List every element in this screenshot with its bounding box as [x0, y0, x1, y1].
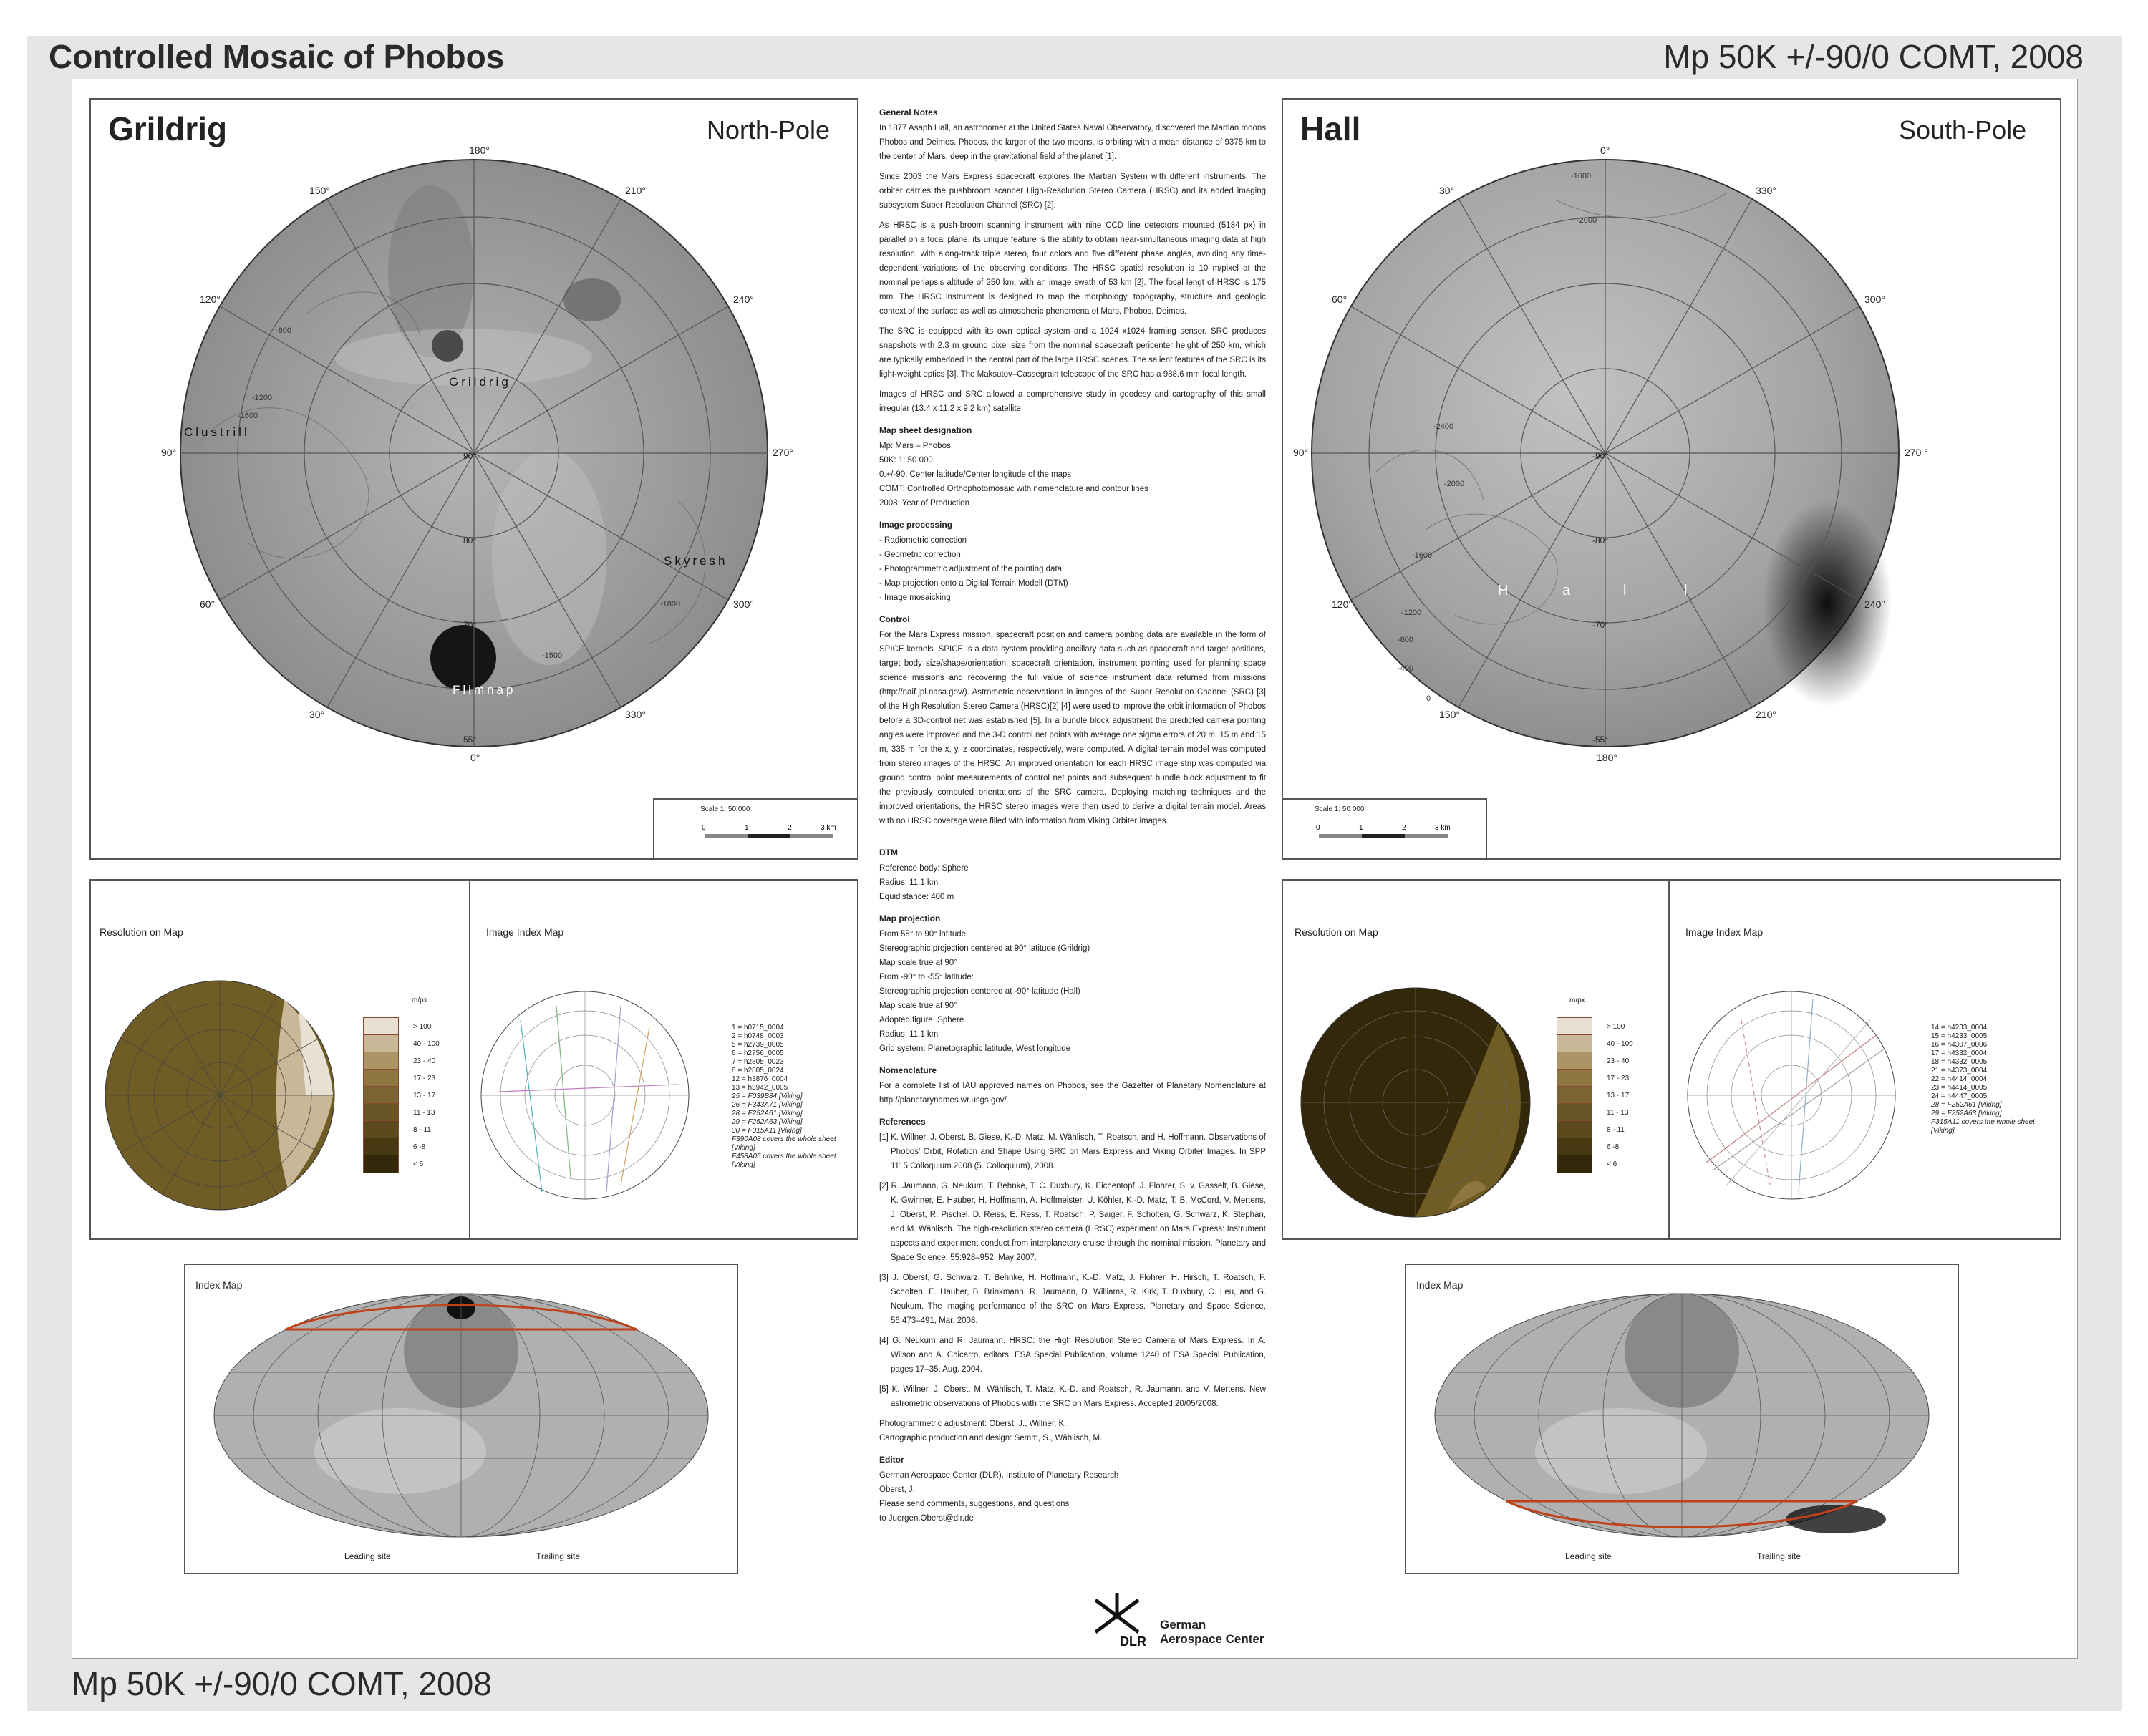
- south-map-pole: South-Pole: [1899, 115, 2027, 145]
- image-index-title: Image Index Map: [486, 926, 564, 938]
- south-scale-bar: [1312, 821, 1455, 850]
- north-lon-label: 180°: [469, 145, 490, 156]
- south-lat-label: -55°: [1592, 734, 1609, 745]
- contour-label: -800: [276, 326, 292, 335]
- feature-label-hall-letter: a: [1562, 583, 1571, 598]
- contour-label: -1800: [660, 600, 681, 608]
- resolution-legend-row: [363, 1035, 440, 1052]
- trailing-site-label: Trailing site: [536, 1551, 580, 1561]
- image-index-entry: 8 = h2805_0024: [732, 1067, 784, 1075]
- general-notes-paragraph: Since 2003 the Mars Express spacecraft explores the Martian System with different instruments. The orbiter carries the pushbroom scanner High-Resolution Stereo Camera (HRSC) and its added imaging subsystem Super Resolution Channel (SRC) [2].: [879, 173, 1266, 210]
- contour-label: -2000: [1577, 216, 1597, 225]
- processing-line: - Image mosaicking: [879, 593, 951, 602]
- north-polar-map: [91, 100, 857, 858]
- resolution-swatch: [1557, 1017, 1592, 1036]
- resolution-legend-row: [363, 1121, 440, 1138]
- resolution-legend-row: [1557, 1018, 1633, 1035]
- processing-line: - Map projection onto a Digital Terrain Modell (DTM): [879, 579, 1068, 588]
- resolution-legend-row: [1557, 1035, 1633, 1052]
- north-resolution-panel: [90, 879, 472, 1240]
- image-index-entry: 18 = h4332_0005: [1931, 1058, 1988, 1066]
- south-image-index-map: [1684, 977, 1899, 1221]
- processing-line: - Geometric correction: [879, 551, 961, 559]
- north-scale-tick: 3 km: [821, 824, 836, 832]
- contour-label: 0: [1426, 694, 1431, 703]
- resolution-swatch: [363, 1086, 399, 1105]
- image-index-entry: 30 = F315A11 [Viking]: [732, 1127, 802, 1135]
- image-index-entry: 13 = h3942_0005: [732, 1084, 788, 1092]
- north-scale-tick: 2: [788, 824, 792, 832]
- north-lon-label: 240°: [733, 294, 754, 305]
- contour-label: -1200: [1401, 608, 1422, 617]
- north-lat-label: 55°: [463, 734, 477, 745]
- image-index-entry: 16 = h4307_0006: [1931, 1041, 1988, 1049]
- resolution-legend-row: [1557, 1052, 1633, 1070]
- contour-label: -800: [1398, 636, 1414, 644]
- resolution-class-label: 11 - 13: [413, 1108, 435, 1117]
- credits-line: Photogrammetric adjustment: Oberst, J., Willner, K.: [879, 1420, 1067, 1428]
- resolution-swatch: [1557, 1120, 1592, 1139]
- resolution-class-label: 8 - 11: [1607, 1125, 1625, 1134]
- resolution-legend-row: [363, 1138, 440, 1155]
- projection-line: Map scale true at 90°: [879, 1002, 957, 1010]
- nomenclature-paragraph: For a complete list of IAU approved names on Phobos, see the Gazetter of Planetary Nomenclature at http://planetarynames.wr.usgs.gov/.: [879, 1082, 1266, 1105]
- resolution-swatch: [1557, 1034, 1592, 1053]
- north-lon-label: 90°: [161, 447, 177, 458]
- contour-label: -400: [1398, 664, 1414, 673]
- south-pole-panel: [1282, 98, 2061, 860]
- image-index-title: Image Index Map: [1685, 926, 1764, 938]
- image-index-entry: 14 = h4233_0004: [1931, 1024, 1988, 1032]
- south-lon-label: 240°: [1864, 598, 1885, 610]
- editor-line: Oberst, J.: [879, 1485, 915, 1494]
- editor-line: Please send comments, suggestions, and questions: [879, 1500, 1070, 1508]
- dtm-line: Radius: 11.1 km: [879, 878, 939, 887]
- south-lat-label: -80°: [1592, 535, 1609, 545]
- designation-line: 2008: Year of Production: [879, 499, 969, 508]
- north-scale-box: [653, 798, 858, 860]
- image-index-entry: 28 = F252A61 [Viking]: [1931, 1101, 2002, 1109]
- editor-heading: Editor: [879, 1455, 904, 1465]
- dlr-name-line: German: [1160, 1618, 1206, 1631]
- north-lon-label: 150°: [309, 185, 330, 196]
- dlr-logo-text: DLR: [1120, 1634, 1146, 1649]
- resolution-class-label: 23 - 40: [1607, 1057, 1630, 1065]
- south-lon-label: 210°: [1756, 709, 1776, 720]
- south-lon-label: 150°: [1439, 709, 1460, 720]
- north-lon-label: 270°: [773, 447, 793, 458]
- resolution-class-label: 40 - 100: [1607, 1039, 1633, 1048]
- processing-line: - Radiometric correction: [879, 536, 967, 545]
- south-scale-tick: 1: [1359, 824, 1363, 832]
- notes-column: [879, 98, 1266, 1526]
- resolution-class-label: 6 -8: [1607, 1143, 1620, 1151]
- index-map-title: Index Map: [1416, 1279, 1464, 1291]
- image-index-entry: 23 = h4414_0005: [1931, 1084, 1988, 1092]
- designation-heading: Map sheet designation: [879, 425, 972, 435]
- image-index-entry: 6 = h2756_0005: [732, 1049, 784, 1057]
- resolution-swatch: [363, 1120, 399, 1139]
- image-index-entry: 26 = F343A71 [Viking]: [732, 1101, 803, 1109]
- resolution-legend: [1557, 1018, 1633, 1173]
- leading-site-label: Leading site: [1565, 1551, 1612, 1561]
- projection-line: Adopted figure: Sphere: [879, 1016, 964, 1024]
- south-lon-label: 30°: [1439, 185, 1455, 196]
- resolution-class-label: < 6: [413, 1160, 424, 1168]
- resolution-swatch: [1557, 1086, 1592, 1105]
- general-notes-paragraph: In 1877 Asaph Hall, an astronomer at the United States Naval Observatory, discovered the Martian moons Phobos and Deimos. Phobos, the larger of the two moons, is orbiting with a mean distance of 9375 km to the center of Mars, deep in the gravitational field of the planet [1].: [879, 124, 1266, 161]
- south-resolution-panel: [1282, 879, 1671, 1240]
- south-lon-label: 90°: [1293, 447, 1309, 458]
- contour-label: -2400: [1433, 422, 1454, 431]
- south-scale-title: Scale 1: 50 000: [1315, 805, 1365, 813]
- north-lon-label: 300°: [733, 598, 754, 610]
- resolution-swatch: [363, 1138, 399, 1156]
- feature-label-clustrill: Clustrill: [184, 425, 250, 439]
- contour-label: -2000: [1444, 480, 1465, 488]
- north-lat-label: 80°: [463, 535, 477, 545]
- general-notes-paragraph: Images of HRSC and SRC allowed a comprehensive study in geodesy and cartography of this small irregular (13.4 x 11.2 x 9.2 km) satellite.: [879, 390, 1266, 413]
- resolution-class-label: 13 - 17: [413, 1091, 436, 1100]
- image-index-entry: 29 = F252A63 [Viking]: [732, 1118, 803, 1126]
- resolution-class-label: 6 -8: [413, 1143, 426, 1151]
- sheet-code: Mp 50K +/-90/0 COMT, 2008: [1663, 38, 2084, 75]
- projection-line: Stereographic projection centered at -90° latitude (Hall): [879, 987, 1080, 996]
- image-index-entry: 24 = h4447_0005: [1931, 1092, 1988, 1100]
- credits-line: Cartographic production and design: Semm, S., Wählisch, M.: [879, 1434, 1103, 1442]
- poster-title: Controlled Mosaic of Phobos: [49, 38, 505, 75]
- feature-label-grildrig: Grildrig: [449, 375, 511, 389]
- processing-list: [879, 533, 1266, 605]
- resolution-class-label: < 6: [1607, 1160, 1617, 1168]
- resolution-legend-row: [363, 1070, 440, 1087]
- south-lon-label: 60°: [1332, 294, 1348, 305]
- south-map-name: Hall: [1300, 110, 1361, 147]
- south-image-index-list: [1931, 1024, 2060, 1135]
- image-index-entry: 21 = h4373_0004: [1931, 1067, 1988, 1075]
- north-pole-panel: [90, 98, 858, 860]
- resolution-legend-row: [1557, 1155, 1633, 1173]
- south-lon-label: 120°: [1332, 598, 1353, 610]
- image-index-entry: 1 = h0715_0004: [732, 1024, 784, 1032]
- general-notes-heading: General Notes: [879, 107, 938, 117]
- resolution-swatch: [363, 1034, 399, 1053]
- resolution-swatch: [363, 1052, 399, 1070]
- south-scale-tick: 3 km: [1435, 824, 1451, 832]
- image-index-entry: F315A11 covers the whole sheet [Viking]: [1931, 1118, 2035, 1135]
- feature-label-skyresh: Skyresh: [664, 554, 728, 568]
- north-lon-label: 210°: [625, 185, 646, 196]
- north-scale-bar: [697, 821, 841, 850]
- projection-line: Map scale true at 90°: [879, 959, 957, 967]
- image-index-entry: 29 = F252A63 [Viking]: [1931, 1110, 2002, 1117]
- processing-heading: Image processing: [879, 520, 953, 530]
- north-scale-title: Scale 1: 50 000: [700, 805, 750, 813]
- control-heading: Control: [879, 614, 910, 624]
- resolution-swatch: [1557, 1138, 1592, 1156]
- resolution-class-label: > 100: [1607, 1022, 1625, 1031]
- north-index-map-panel: [184, 1264, 738, 1574]
- resolution-swatch: [363, 1017, 399, 1036]
- north-index-map: [185, 1265, 737, 1573]
- dtm-line: Equidistance: 400 m: [879, 893, 954, 901]
- feature-label-hall-letter: H: [1498, 583, 1509, 598]
- resolution-swatch: [1557, 1103, 1592, 1122]
- dtm-heading: DTM: [879, 848, 898, 858]
- editor-line: German Aerospace Center (DLR), Institute of Planetary Research: [879, 1471, 1119, 1480]
- contour-label: -1600: [1571, 172, 1592, 180]
- resolution-legend-row: [363, 1155, 440, 1173]
- image-index-entry: F458A05 covers the whole sheet [Viking]: [732, 1153, 836, 1169]
- north-lon-label: 330°: [625, 709, 646, 720]
- projection-heading: Map projection: [879, 913, 941, 923]
- resolution-swatch: [363, 1155, 399, 1173]
- resolution-class-label: 40 - 100: [413, 1039, 440, 1048]
- resolution-legend-row: [363, 1052, 440, 1070]
- south-image-index-panel: [1668, 879, 2061, 1240]
- south-lon-label: 180°: [1597, 752, 1617, 763]
- south-polar-map: [1283, 100, 2060, 858]
- index-map-title: Index Map: [195, 1279, 243, 1291]
- south-lat-label: -70°: [1592, 620, 1609, 630]
- resolution-unit: m/px: [412, 996, 427, 1004]
- projection-list: [879, 927, 1266, 1056]
- feature-label-hall-letter: l: [1623, 583, 1627, 598]
- image-index-entry: 28 = F252A61 [Viking]: [732, 1110, 803, 1117]
- north-lon-label: 120°: [200, 294, 221, 305]
- dtm-line: Reference body: Sphere: [879, 864, 969, 873]
- north-lon-label: 0°: [470, 752, 480, 763]
- resolution-class-label: 23 - 40: [413, 1057, 436, 1065]
- references-heading: References: [879, 1117, 926, 1127]
- reference-item: [4] G. Neukum and R. Jaumann. HRSC: the High Resolution Stereo Camera of Mars Express. In A. Wilson and A. Chicarro, editors, ESA Special Publication, volume 1240 of ESA Special Publication, pages 17–35, Aug. 2004.: [879, 1337, 1266, 1374]
- feature-label-hall-letter: l: [1684, 583, 1688, 598]
- resolution-legend-row: [1557, 1138, 1633, 1155]
- resolution-legend-row: [1557, 1104, 1633, 1121]
- dlr-logo-icon: [1088, 1593, 1153, 1650]
- north-lat-label: 90°: [463, 451, 477, 461]
- resolution-legend-row: [1557, 1070, 1633, 1087]
- image-index-entry: 2 = h0748_0003: [732, 1032, 784, 1040]
- south-scale-box: [1282, 798, 1487, 860]
- designation-line: 50K: 1: 50 000: [879, 456, 933, 465]
- designation-list: [879, 439, 1266, 510]
- south-lon-label: 0°: [1600, 145, 1610, 156]
- dlr-name: [1160, 1618, 1264, 1647]
- reference-item: [1] K. Willner, J. Oberst, B. Giese, K.-D. Matz, M. Wählisch, T. Roatsch, and H. Hoffmann. Observations of Phobos' Orbit, Rotation and Shape Using SRC on Mars Express and Viking Orbiter Images. In SPP 1115 Colloquium 2008 (5. Colloquium), 2008.: [879, 1133, 1266, 1170]
- south-index-map-panel: [1405, 1264, 1959, 1574]
- north-lat-label: 70°: [463, 620, 477, 630]
- resolution-unit: m/px: [1569, 996, 1585, 1004]
- resolution-class-label: 13 - 17: [1607, 1091, 1630, 1100]
- dlr-name-line: Aerospace Center: [1160, 1632, 1264, 1646]
- resolution-legend-row: [363, 1104, 440, 1121]
- south-lon-label: 270 °: [1905, 447, 1928, 458]
- south-lon-label: 330°: [1756, 185, 1776, 196]
- image-index-entry: 12 = h3876_0004: [732, 1075, 788, 1083]
- control-paragraph: For the Mars Express mission, spacecraft position and camera pointing data are available in the form of SPICE kernels. SPICE is a data system providing ancillary data such as spacecraft and target positions, target body size/shape/orientation, spacecraft orientation, instrument pointing used for planning space science missions and recovering the full value of science instrument data returned from missions (http://naif.jpl.nasa.gov/). Astrometric observations in images of the Super Resolution Channel (SRC) [3] of the High Resolution Stereo Camera (HRSC)[2] [4] were used to improve the orbit information of Phobos before a 3D-control net was established [5]. In a bundle block adjustment the predicted camera pointing angles were improved and the 3-D control net points with average one sigma errors of 20 m, 15 m and 15 m, 335 m for the x, y, z coordinates, respectively, were computed. A digital terrain model was computed from stereo images of the HRSC. An improved orientation for each HRSC image strip was computed via ground control point measurements of control net points and subsequent bundle block adjustment to fit the previously computed orientations of the SRC camera. Deploying matching techniques and the improved orientations, the HRSC stereo images were then used to derive a digital terrain model. Areas with no HRSC coverage were filled with information from Viking Orbiter images.: [879, 631, 1266, 825]
- resolution-swatch: [1557, 1155, 1592, 1173]
- north-image-index-panel: [469, 879, 858, 1240]
- north-lon-label: 60°: [200, 598, 216, 610]
- contour-label: -1600: [238, 412, 258, 420]
- image-index-entry: 15 = h4233_0005: [1931, 1032, 1988, 1040]
- trailing-site-label: Trailing site: [1757, 1551, 1801, 1561]
- designation-line: Mp: Mars – Phobos: [879, 442, 951, 450]
- leading-site-label: Leading site: [344, 1551, 391, 1561]
- south-lon-label: 300°: [1864, 294, 1885, 305]
- resolution-class-label: 11 - 13: [1607, 1108, 1629, 1117]
- north-image-index-map: [478, 977, 692, 1221]
- resolution-swatch: [1557, 1069, 1592, 1087]
- image-index-entry: 25 = F039B84 [Viking]: [732, 1092, 803, 1100]
- projection-line: Stereographic projection centered at 90° latitude (Grildrig): [879, 944, 1090, 953]
- reference-item: [3] J. Oberst, G. Schwarz, T. Behnke, H. Hoffmann, K.-D. Matz, J. Flohrer, H. Hirsch, T. Roatsch, F. Scholten, E. Hauber, B. Brinkmann, R. Jaumann, D. Williams, R. Kirk, T. Duxbury, C. Leu, and G. Neukum. The imaging performance of the SRC on Mars Express. Planetary and Space Science, 56:473–491, Mar. 2008.: [879, 1274, 1266, 1325]
- general-notes-paragraph: As HRSC is a push-broom scanning instrument with nine CCD line detectors mounted (5184 px) in parallel on a focal plane, its unique feature is the ability to obtain near-simultaneous imaging data at high resolution, with along-track triple stereo, four colors and five different phase angles, avoiding any time-dependent variations of the observing conditions. The HRSC spatial resolution is 10 m/pixel at the nominal periapsis altitude of 250 km, with an image swath of 53 km [2]. The focal lengt of HRSC is 175 mm. The HRSC instrument is designed to map the morphology, topography, structure and geologic context of the surface as well as atmospheric phenomena of Mars, Phobos, Deimos.: [879, 221, 1266, 316]
- north-map-pole: North-Pole: [707, 115, 831, 145]
- projection-line: From 55° to 90° latitude: [879, 930, 967, 939]
- editor-list: [879, 1468, 1266, 1526]
- designation-line: 0,+/-90: Center latitude/Center longitude of the maps: [879, 470, 1072, 479]
- resolution-title: Resolution on Map: [1295, 926, 1378, 938]
- south-index-map: [1406, 1265, 1958, 1573]
- resolution-swatch: [1557, 1052, 1592, 1070]
- contour-label: -1600: [1412, 551, 1433, 560]
- image-index-entry: 17 = h4332_0004: [1931, 1049, 1988, 1057]
- feature-label-flimnap: Flimnap: [453, 683, 516, 697]
- south-lat-label: -90°: [1592, 451, 1609, 461]
- image-index-entry: 22 = h4414_0004: [1931, 1075, 1988, 1083]
- projection-line: Grid system: Planetographic latitude, West longitude: [879, 1044, 1070, 1053]
- resolution-swatch: [363, 1069, 399, 1087]
- resolution-legend-row: [363, 1087, 440, 1104]
- reference-item: [5] K. Willner, J. Oberst, M. Wählisch, T. Matz, K.-D. and Roatsch, R. Jaumann, and V. Mertens. New astrometric observations of Phobos with the SRC on Mars Express. Accepted,20/05/2008.: [879, 1385, 1266, 1408]
- resolution-title: Resolution on Map: [100, 926, 183, 938]
- contour-label: -1200: [252, 394, 273, 402]
- image-index-entry: F390A08 covers the whole sheet [Viking]: [732, 1135, 836, 1152]
- projection-line: From -90° to -55° latitude:: [879, 973, 974, 981]
- north-scale-tick: 0: [702, 824, 706, 832]
- designation-line: COMT: Controlled Orthophotomosaic with nomenclature and contour lines: [879, 485, 1148, 493]
- editor-line: to Juergen.Oberst@dlr.de: [879, 1514, 974, 1523]
- nomenclature-heading: Nomenclature: [879, 1065, 937, 1075]
- reference-item: [2] R. Jaumann, G. Neukum, T. Behnke, T. C. Duxbury, K. Eichentopf, J. Flohrer, S. v. Gasselt, B. Giese, K. Gwinner, E. Hauber, H. Hoffmann, A. Hoffmeister, U. Köhler, K.-D. Matz, T. B. McCord, V. Mertens, J. Oberst, R. Pischel, D. Reiss, E. Ress, T. Roatsch, P. Saiger, F. Scholten, G. Schwarz, K. Stephan, and M. Wählisch. The high-resolution stereo camera (HRSC) experiment on Mars Express: Instrument aspects and experiment conduct from interplanetary cruise through the nominal mission. Planetary and Space Science, 55:928–952, May 2007.: [879, 1182, 1266, 1262]
- south-scale-tick: 0: [1316, 824, 1320, 832]
- resolution-class-label: 8 - 11: [413, 1125, 431, 1134]
- resolution-class-label: > 100: [413, 1022, 432, 1031]
- resolution-swatch: [363, 1103, 399, 1122]
- north-lon-label: 30°: [309, 709, 325, 720]
- north-image-index-list: [732, 1024, 857, 1170]
- south-scale-tick: 2: [1402, 824, 1406, 832]
- resolution-legend-row: [1557, 1121, 1633, 1138]
- footer-sheet-code: Mp 50K +/-90/0 COMT, 2008: [72, 1665, 492, 1702]
- general-notes-paragraph: The SRC is equipped with its own optical system and a 1024 x1024 framing sensor. SRC produces snapshots with 2.3 m ground pixel size from the nominal spacecraft pericenter height of 250 km, which are typically embedded in the central part of the large HRSC scenes. The salient features of the SRC is its light-weight optics [3]. The Maksutov–Cassegrain telescope of the SRC has a 988.6 mm focal length.: [879, 327, 1266, 379]
- processing-line: - Photogrammetric adjustment of the pointing data: [879, 565, 1063, 573]
- north-map-name: Grildrig: [108, 110, 228, 147]
- projection-line: Radius: 11.1 km: [879, 1030, 939, 1039]
- image-index-entry: 7 = h2805_0023: [732, 1058, 784, 1066]
- image-index-entry: 5 = h2739_0005: [732, 1041, 784, 1049]
- north-scale-tick: 1: [745, 824, 749, 832]
- resolution-legend-row: [363, 1018, 440, 1035]
- dtm-list: [879, 861, 1266, 904]
- resolution-legend-row: [1557, 1087, 1633, 1104]
- resolution-class-label: 17 - 23: [413, 1074, 436, 1082]
- contour-label: -1500: [542, 651, 563, 660]
- resolution-class-label: 17 - 23: [1607, 1074, 1630, 1082]
- resolution-legend: [363, 1018, 440, 1173]
